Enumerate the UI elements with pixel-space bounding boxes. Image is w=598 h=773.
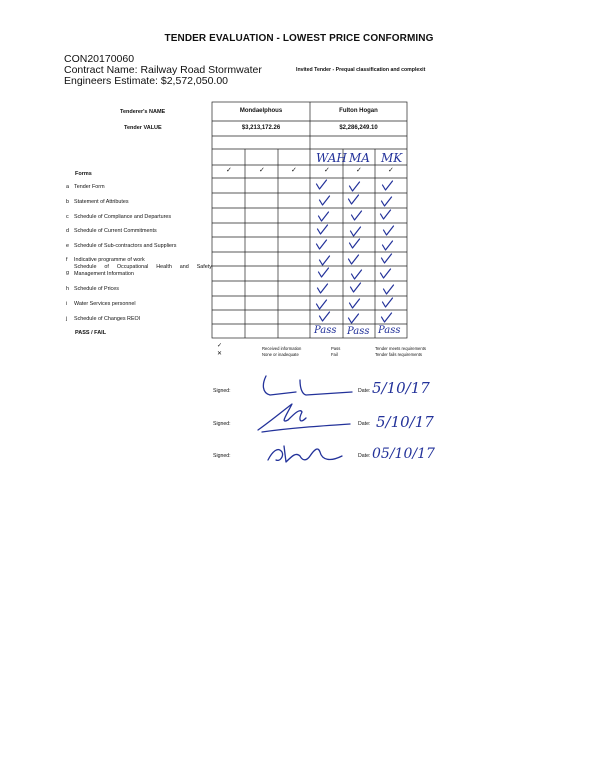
signed-label: Signed: (213, 453, 231, 459)
column-check: ✓ (388, 167, 394, 174)
form-letter: a (66, 184, 69, 190)
form-letter: e (66, 243, 69, 249)
form-label: Schedule of Sub-contractors and Suppliers (74, 243, 177, 249)
signature-1 (263, 376, 352, 395)
legend-pass: Pass (331, 346, 341, 351)
column-check: ✓ (291, 167, 297, 174)
date-label: Date: (358, 421, 371, 427)
legend-none: None or inadequate (262, 352, 299, 357)
forms-label: Forms (75, 171, 92, 177)
form-letter: d (66, 228, 69, 234)
column-check: ✓ (259, 167, 265, 174)
column-check: ✓ (324, 167, 330, 174)
form-label: Tender Form (74, 184, 105, 190)
form-letter: j (66, 316, 68, 322)
tender-value-label: Tender VALUE (124, 125, 162, 131)
bidder-value: $2,286,249.10 (339, 125, 378, 131)
signed-label: Signed: (213, 388, 231, 394)
bidder-name: Fulton Hogan (339, 108, 378, 114)
form-label: Schedule of Occupational Health and Safety (74, 264, 212, 270)
date-label: Date: (358, 453, 371, 459)
document-title: TENDER EVALUATION - LOWEST PRICE CONFORMING (164, 33, 434, 44)
form-label: Indicative programme of work (74, 257, 145, 263)
form-label: Schedule of Current Commitments (74, 228, 157, 234)
form-label-continued: Management Information (74, 271, 134, 277)
signature-date: 5/10/17 (372, 379, 430, 397)
evaluator-initials: MK (381, 151, 403, 165)
column-check: ✓ (226, 167, 232, 174)
signed-label: Signed: (213, 421, 231, 427)
date-label: Date: (358, 388, 371, 394)
legend-received: Received information (262, 346, 302, 351)
form-letter: f (66, 257, 68, 263)
legend-fail: Fail (331, 352, 338, 357)
result-pass: Pass (378, 325, 401, 336)
signature-date: 5/10/17 (376, 413, 434, 431)
legend-fails: Tender fails requirements (375, 352, 423, 357)
legend-meets: Tender meets requirements (375, 346, 426, 351)
result-pass: Pass (347, 326, 370, 337)
contract-number: CON20170060 (64, 53, 135, 65)
bidder-name: Mondaelphous (239, 108, 283, 114)
none-symbol: ✕ (217, 351, 223, 357)
column-check: ✓ (356, 167, 362, 174)
form-label: Statement of Attributes (74, 199, 129, 205)
form-letter: i (66, 301, 68, 307)
form-letter: h (66, 286, 69, 292)
engineers-estimate: Engineers Estimate: $2,572,050.00 (64, 75, 229, 87)
invited-tender-note: Invited Tender - Prequal classification and complexit (296, 67, 426, 73)
bidder-value: $3,213,172.26 (241, 125, 281, 131)
signature-3 (268, 446, 342, 462)
result-pass: Pass (314, 325, 337, 336)
evaluator-initials: MA (349, 151, 370, 165)
signature-date: 05/10/17 (372, 446, 435, 462)
form-label: Water Services personnel (74, 301, 136, 307)
form-letter: c (66, 214, 69, 220)
tenderer-name-label: Tenderer's NAME (120, 109, 166, 115)
form-label: Schedule of Compliance and Departures (74, 214, 172, 220)
evaluator-initials: WAH (316, 151, 347, 165)
form-letter: b (66, 199, 69, 205)
form-letter: g (66, 270, 69, 276)
received-symbol: ✓ (217, 343, 223, 349)
form-label: Schedule of Prices (74, 286, 119, 292)
pass-fail-label: PASS / FAIL (75, 330, 107, 336)
form-label: Schedule of Changes REOI (74, 316, 141, 322)
signature-2 (258, 404, 350, 432)
contract-name: Contract Name: Railway Road Stormwater (64, 64, 262, 76)
